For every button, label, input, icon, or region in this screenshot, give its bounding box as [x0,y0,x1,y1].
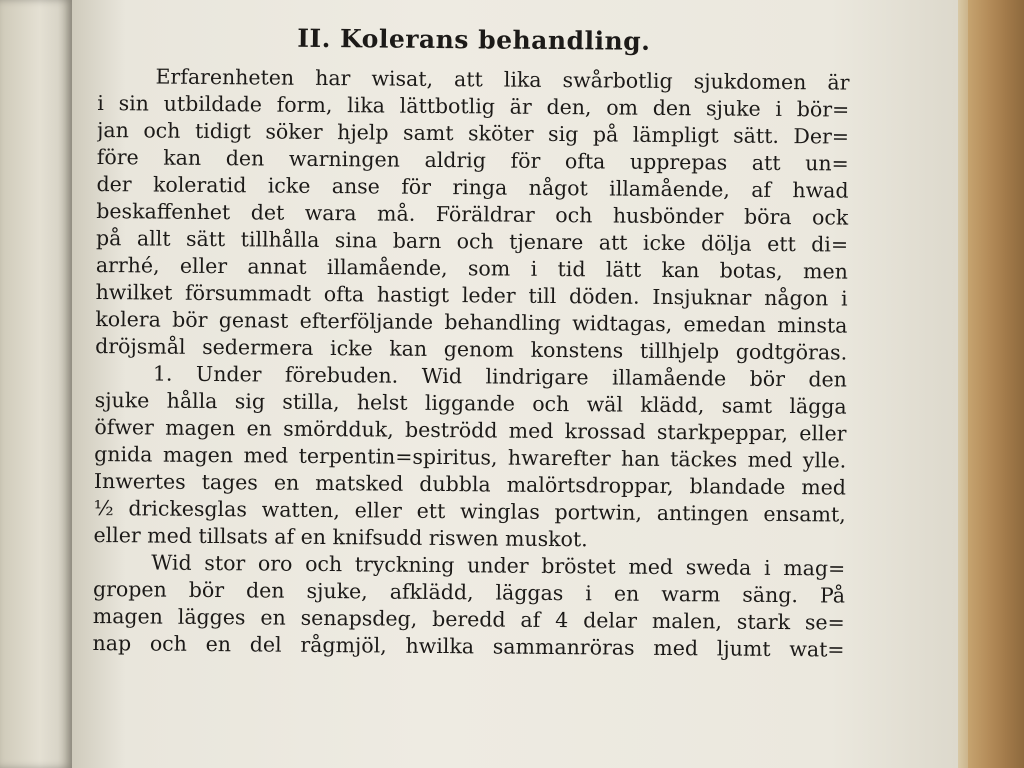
text-line: beskaffenhet det wara må. Föräldrar och husbönder böra ock [96,198,849,230]
section-heading: II. Kolerans behandling. [297,23,651,56]
page-edge [958,0,968,768]
text-line: ½ drickesglas watten, eller ett winglas portwin, antingen ensamt, [93,495,846,527]
wooden-table [964,0,1024,768]
text-line: på allt sätt tillhålla sina barn och tjenare att icke dölja ett di= [96,225,849,257]
text-line: eller med tillsats af en knifsudd riswen muskot. [93,522,588,552]
text-line: 1. Under förebuden. Wid lindrigare illamående bör den [152,361,848,392]
text-line: öfwer magen en smördduk, beströdd med krossad starkpeppar, eller [94,414,847,446]
text-line: dröjsmål sedermera icke kan genom konstens tillhjelp godtgöras. [95,333,848,365]
left-page [0,0,72,768]
page-text [92,22,850,664]
text-line: gropen bör den sjuke, afklädd, läggas i en warm säng. På [92,576,846,608]
text-line: hwilket försummadt ofta hastigt leder till döden. Insjuknar någon i [95,279,848,311]
text-line: i sin utbildade form, lika lättbotlig är den, om den sjuke i bör= [97,90,850,122]
text-line: Inwertes tages en matsked dubbla malörtsdroppar, blandade med [93,468,847,500]
text-line: nap och en del rågmjöl, hwilka sammanröras med ljumt wat= [92,630,845,662]
text-line: kolera bör genast efterföljande behandling widtagas, emedan minsta [95,306,848,338]
text-line: Wid stor oro och tryckning under bröstet med sweda i mag= [151,550,846,581]
text-line: Erfarenheten har wisat, att lika swårbotlig sjukdomen är [155,64,850,95]
text-line: sjuke hålla sig stilla, helst liggande och wäl klädd, samt lägga [94,387,847,419]
text-line: gnida magen med terpentin=spiritus, hwarefter han täckes med ylle. [94,441,847,473]
text-line: der koleratid icke anse för ringa något illamående, af hwad [96,171,849,203]
text-line: före kan den warningen aldrig för ofta upprepas att un= [96,144,849,176]
text-line: magen lägges en senapsdeg, beredd af 4 delar malen, stark se= [92,603,845,635]
text-line: arrhé, eller annat illamående, som i tid lätt kan botas, men [95,252,848,284]
text-line: jan och tidigt söker hjelp samt sköter sig på lämpligt sätt. Der= [96,117,850,149]
